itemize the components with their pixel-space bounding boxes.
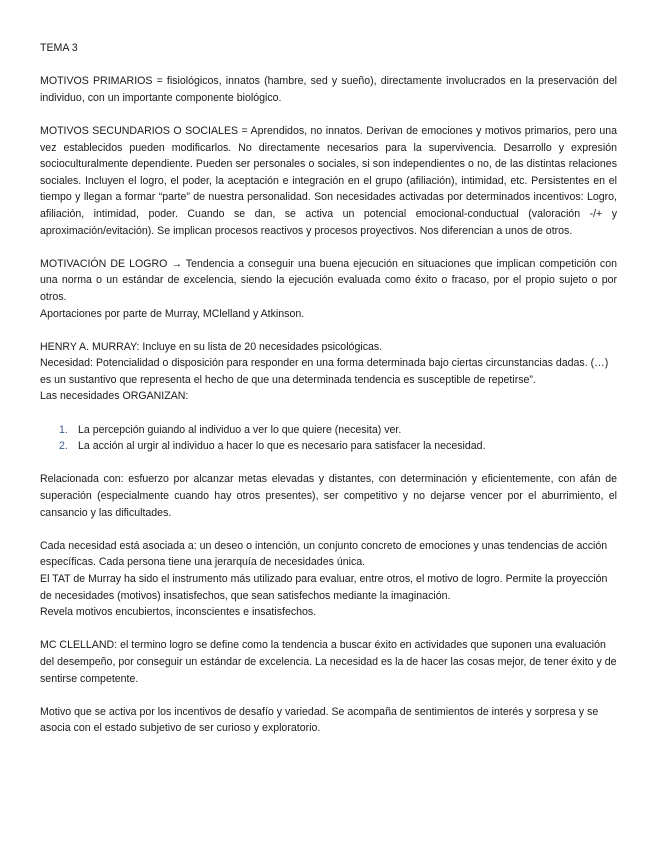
- paragraph-motivacion-logro: MOTIVACIÓN DE LOGRO → Tendencia a conseguir una buena ejecución en situaciones que implican competición con una norma o un estándar de excelencia, siendo la ejecución evaluada como éxito o fracaso, por el propio sujeto o por otros.: [40, 257, 617, 303]
- spacer: [40, 455, 617, 472]
- paragraph-tat: El TAT de Murray ha sido el instrumento más utilizado para evaluar, entre otros, el motivo de logro. Permite la proyección de necesidades (motivos) insatisfechos, que sean satisfechos mediante la imaginación.: [40, 573, 608, 602]
- paragraph-aportaciones: Aportaciones por parte de Murray, MClelland y Atkinson.: [40, 307, 305, 320]
- list-item-text: La percepción guiando al individuo a ver lo que quiere (necesita) ver.: [78, 423, 402, 436]
- spacer: [40, 621, 617, 638]
- paragraph-cada-necesidad: Cada necesidad está asociada a: un deseo o intención, un conjunto concreto de emociones y unas tendencias de acción específicas. Cada persona tiene una jerarquía de necesidades única.: [40, 539, 608, 569]
- list-item-number: 1.: [59, 423, 68, 436]
- spacer: [40, 322, 617, 339]
- paragraph-necesidad-definition: Necesidad: Potencialidad o disposición para responder en una forma determinada bajo ciertas circunstancias dadas. (…) es un sustantivo que representa el hecho de que una determinada tendencia es susceptible de repetirse”.: [40, 357, 609, 386]
- document-title: TEMA 3: [40, 42, 78, 54]
- paragraph-motivos-primarios: MOTIVOS PRIMARIOS = fisiológicos, innatos (hambre, sed y sueño), directamente involucrados en la preservación del individuo, con un importante componente biológico.: [40, 75, 617, 104]
- list-item-text: La acción al urgir al individuo a hacer lo que es necesario para satisfacer la necesidad.: [78, 440, 486, 453]
- spacer: [40, 106, 617, 123]
- list-item: [40, 422, 617, 439]
- numbered-list: [40, 422, 617, 455]
- paragraph-murray-intro: HENRY A. MURRAY: Incluye en su lista de 20 necesidades psicológicas.: [40, 340, 383, 353]
- paragraph-motivo-desafio: Motivo que se activa por los incentivos de desafío y variedad. Se acompaña de sentimientos de interés y sorpresa y se asocia con el estado subjetivo de ser curioso y exploratorio.: [40, 705, 599, 735]
- paragraph-relacionada: Relacionada con: esfuerzo por alcanzar metas elevadas y distantes, con determinación y eficientemente, con afán de superación (especialmente cuando hay otros presentes), ser competitivo y no dejarse vencer por el aburrimiento, el cansancio y las dificultades.: [40, 473, 617, 519]
- paragraph-organizan: Las necesidades ORGANIZAN:: [40, 390, 189, 403]
- spacer: [40, 405, 617, 422]
- spacer: [40, 239, 617, 256]
- paragraph-revela: Revela motivos encubiertos, inconscientes e insatisfechos.: [40, 606, 317, 619]
- list-item-number: 2.: [59, 440, 68, 453]
- spacer: [40, 521, 617, 538]
- spacer: [40, 57, 617, 74]
- paragraph-mcclelland: MC CLELLAND: el termino logro se define como la tendencia a buscar éxito en actividades que suponen una evaluación del desempeño, por conseguir un estándar de excelencia. La necesidad es la de hacer las cosas mejor, de tener éxito y de sentirse competente.: [40, 639, 617, 685]
- paragraph-motivos-secundarios: MOTIVOS SECUNDARIOS O SOCIALES = Aprendidos, no innatos. Derivan de emociones y motivos primarios, pero una vez establecidos pueden modificarlos. No directamente necesarios para la supervivencia. Desarrollo y expresión socioculturalmente dependiente. Pueden ser personales o sociales, si son independientes o no, de las distintas relaciones sociales. Incluyen el logro, el poder, la aceptación e integración en el grupo (afiliación), intimidad, etc. Persistentes en el tiempo y llegan a formar “parte” de nuestra personalidad. Son necesidades activadas por determinados incentivos: Logro, afiliación, intimidad, poder. Cuando se dan, se activa un potencial emocional-conductual (valoración -/+ y aproximación/evitación). Se implican procesos reactivos y procesos proyectivos. Nos diferencian a unos de otros.: [40, 124, 617, 237]
- document-page: [40, 40, 617, 737]
- list-item: [40, 438, 617, 455]
- spacer: [40, 687, 617, 704]
